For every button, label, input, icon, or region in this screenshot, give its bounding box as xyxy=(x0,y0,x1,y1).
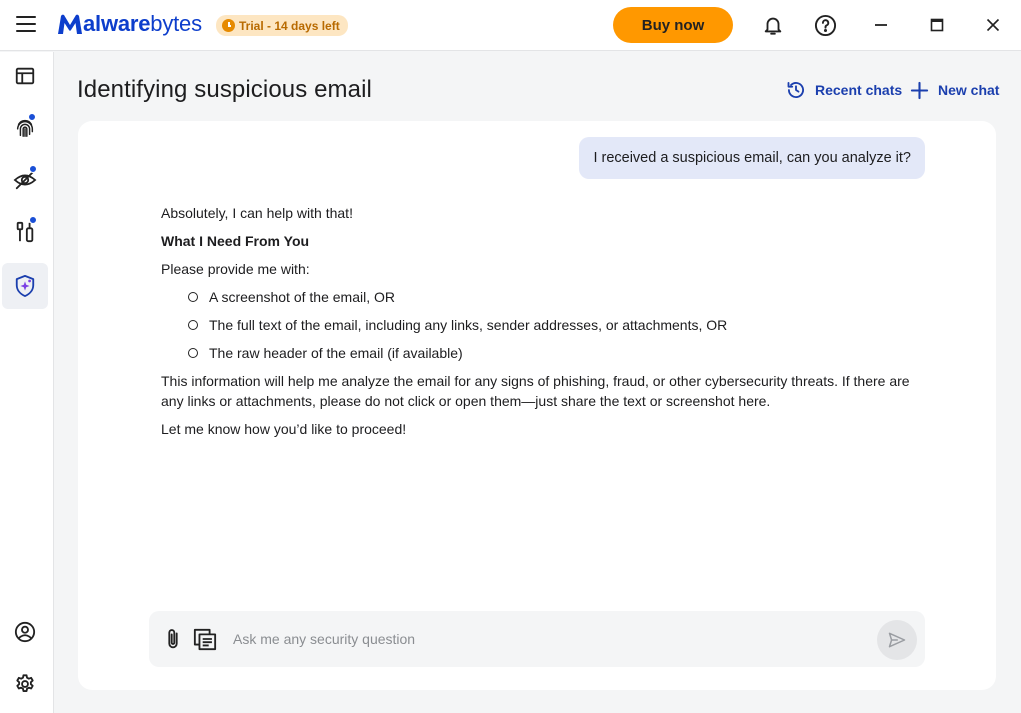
malwarebytes-logo xyxy=(57,10,202,38)
buy-now-button[interactable]: Buy now xyxy=(613,7,733,43)
account-icon xyxy=(14,621,36,643)
sidebar xyxy=(0,52,54,713)
new-chat-button[interactable] xyxy=(910,78,999,102)
settings-icon xyxy=(14,673,36,695)
logo-text: alwarebytes xyxy=(83,11,202,36)
sidebar-item-assistant[interactable] xyxy=(2,263,48,309)
page-title: Identifying suspicious email xyxy=(77,76,372,103)
list-item: The full text of the email, including any links, sender addresses, or attachments, OR xyxy=(187,315,921,335)
sidebar-item-scanner[interactable] xyxy=(2,105,48,151)
list-item: The raw header of the email (if available) xyxy=(187,343,921,363)
attach-icon[interactable] xyxy=(159,625,187,653)
close-icon[interactable] xyxy=(979,11,1007,39)
assistant-reply xyxy=(161,203,921,447)
reply-intro: Absolutely, I can help with that! xyxy=(161,205,353,221)
notification-dot xyxy=(29,165,37,173)
sidebar-item-privacy[interactable] xyxy=(2,157,48,203)
plus-icon xyxy=(910,81,929,100)
chat-panel xyxy=(78,121,996,690)
recent-chats-label: Recent chats xyxy=(815,82,903,98)
reply-closing: Let me know how you’d like to proceed! xyxy=(161,421,407,437)
sidebar-item-tools[interactable] xyxy=(2,209,48,255)
title-bar xyxy=(0,0,1021,51)
sidebar-item-settings[interactable] xyxy=(2,661,48,707)
send-icon xyxy=(887,630,907,650)
bell-icon[interactable] xyxy=(759,11,787,39)
logo-m-mark xyxy=(57,13,83,35)
notification-dot xyxy=(28,113,36,121)
assistant-shield-icon xyxy=(14,274,36,298)
reply-lead: Please provide me with: xyxy=(161,261,310,277)
reply-heading: What I Need From You xyxy=(161,233,310,249)
trial-badge-label: Trial - 14 days left xyxy=(239,18,340,33)
paste-text-icon[interactable] xyxy=(191,625,219,653)
help-icon[interactable] xyxy=(811,11,839,39)
notification-dot xyxy=(29,216,37,224)
new-chat-label: New chat xyxy=(938,82,1000,98)
minimize-icon[interactable] xyxy=(867,11,895,39)
dashboard-icon xyxy=(14,65,36,87)
send-button[interactable] xyxy=(877,620,917,660)
trial-badge[interactable] xyxy=(216,15,348,36)
chat-input[interactable] xyxy=(233,625,863,653)
history-icon xyxy=(786,80,806,100)
reply-list xyxy=(161,287,921,363)
user-message-bubble: I received a suspicious email, can you analyze it? xyxy=(579,137,925,179)
sidebar-item-account[interactable] xyxy=(2,609,48,655)
reply-info: This information will help me analyze the email for any signs of phishing, fraud, or other cybersecurity threats. If there are any links or attachments, please do not click or open them—just share the text or screenshot here. xyxy=(161,373,910,409)
menu-icon[interactable] xyxy=(10,9,42,39)
sidebar-item-dashboard[interactable] xyxy=(2,53,48,99)
message-composer xyxy=(149,611,925,667)
recent-chats-button[interactable] xyxy=(786,78,902,102)
clock-icon xyxy=(222,19,235,32)
maximize-icon[interactable] xyxy=(923,11,951,39)
list-item: A screenshot of the email, OR xyxy=(187,287,921,307)
